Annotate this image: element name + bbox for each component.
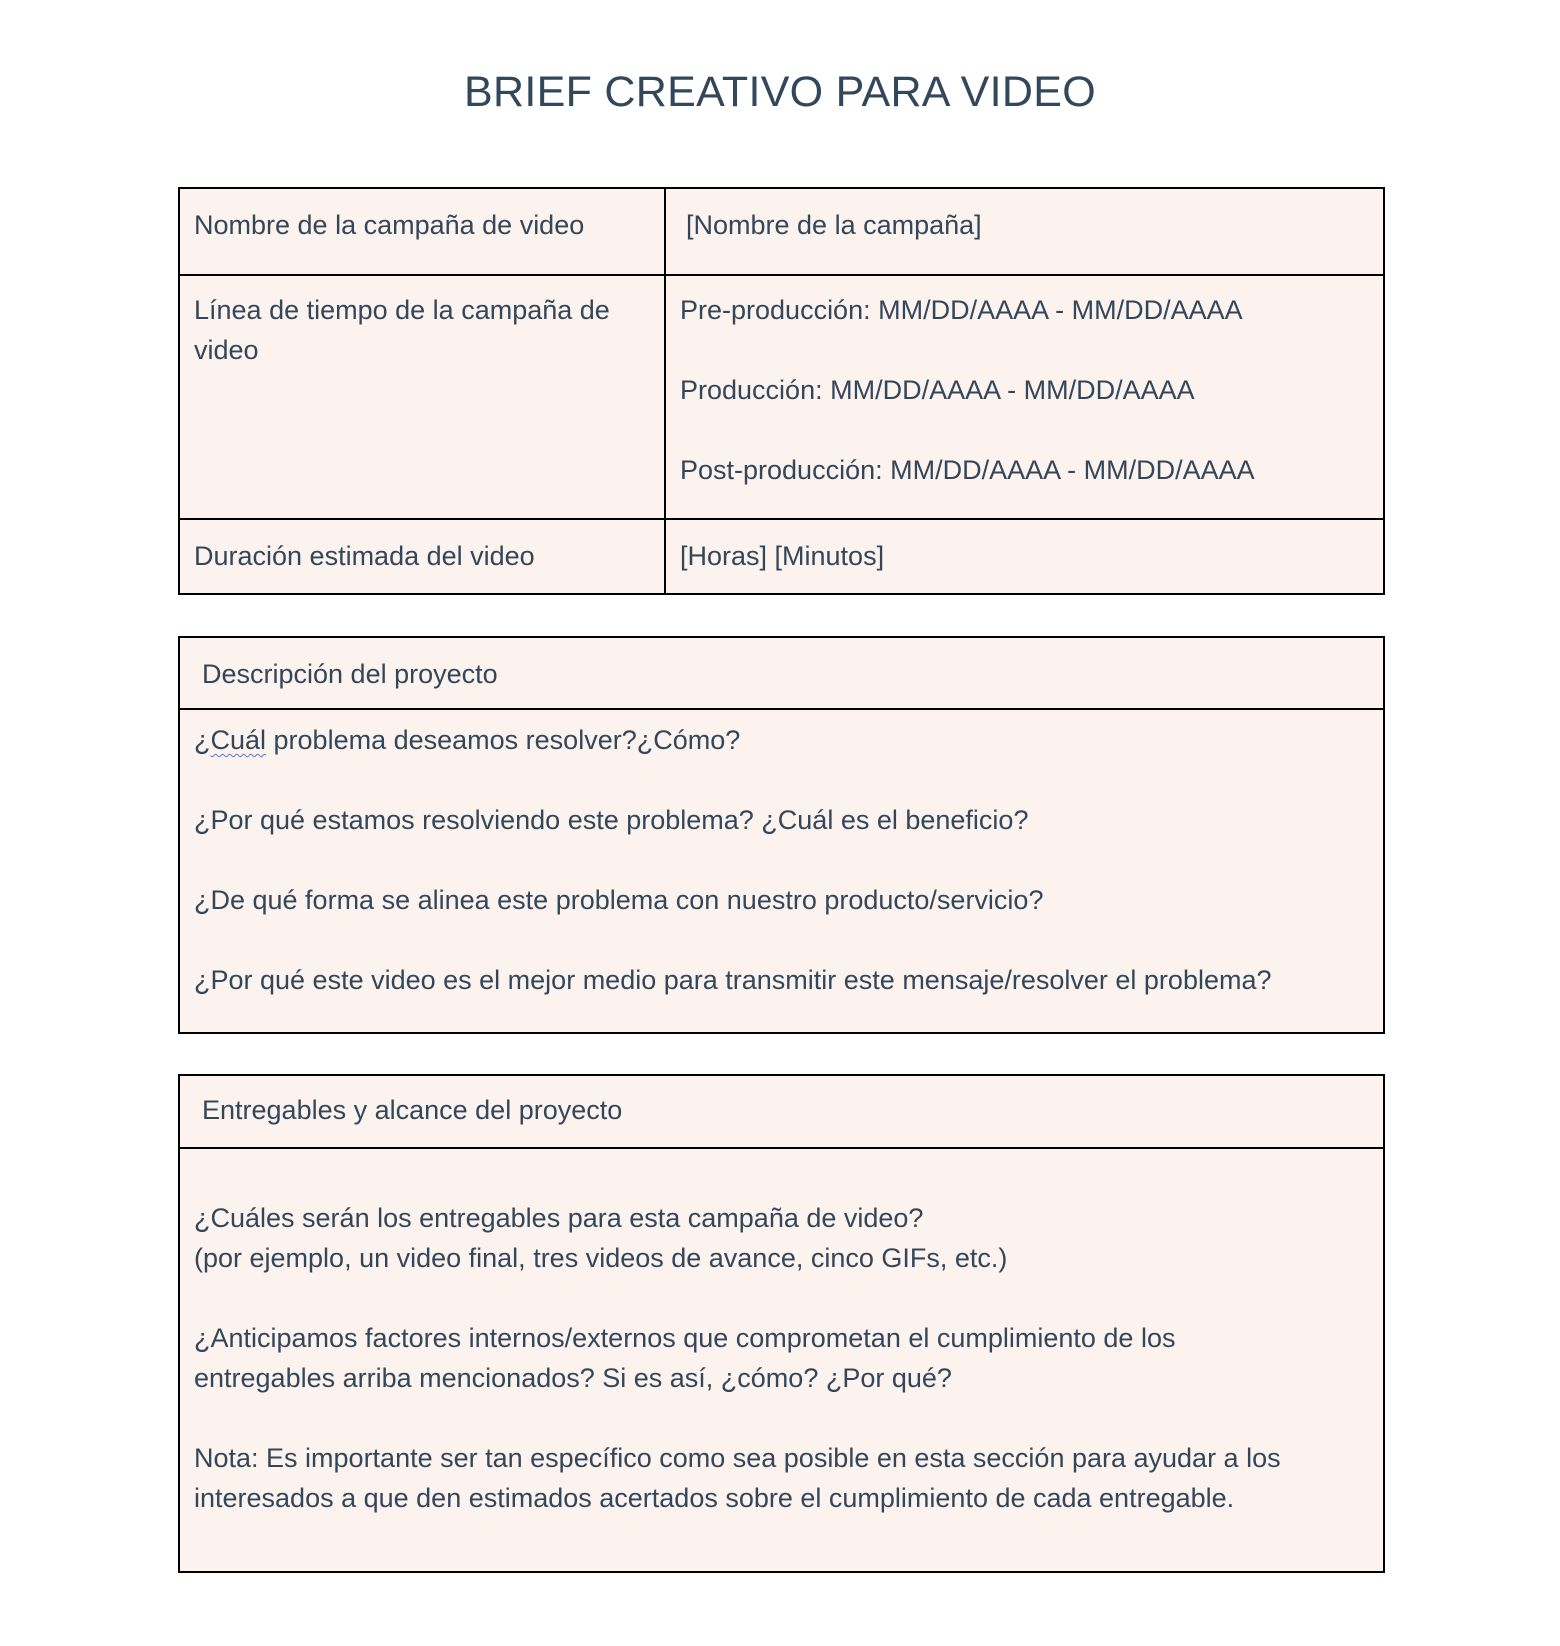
question-4: ¿Por qué este video es el mejor medio para transmitir este mensaje/resolver el problema? (194, 965, 1272, 995)
label-campaign-name: Nombre de la campaña de video (194, 210, 585, 240)
section-header (180, 1076, 1383, 1149)
paragraph-risk-factors: ¿Anticipamos factores internos/externos que comprometan el cumplimiento de los entregables arriba mencionados? Si es así, ¿cómo? ¿Por qué? (194, 1323, 1176, 1393)
paragraph-deliverables: ¿Cuáles serán los entregables para esta campaña de video? (por ejemplo, un video final, tres videos de avance, cinco GIFs, etc.) (194, 1203, 1008, 1273)
spellcheck-word[interactable]: Cuál (210, 725, 267, 755)
label-duration: Duración estimada del video (194, 541, 535, 571)
section-header (180, 638, 1383, 710)
timeline-production[interactable]: Producción: MM/DD/AAAA - MM/DD/AAAA (680, 375, 1195, 405)
campaign-info-table (178, 187, 1385, 595)
table-row-duration (180, 520, 1383, 593)
deliverables-section (178, 1074, 1385, 1573)
section-heading: Entregables y alcance del proyecto (202, 1095, 623, 1125)
section-heading: Descripción del proyecto (202, 659, 498, 689)
question-2: ¿Por qué estamos resolviendo este problema? ¿Cuál es el beneficio? (194, 805, 1029, 835)
section-body[interactable] (194, 1198, 1374, 1558)
value-timeline (680, 290, 1255, 530)
label-timeline: Línea de tiempo de la campaña de video (194, 295, 610, 365)
section-body[interactable] (194, 720, 1272, 1040)
timeline-postproduction[interactable]: Post-producción: MM/DD/AAAA - MM/DD/AAAA (680, 455, 1255, 485)
question-3: ¿De qué forma se alinea este problema con nuestro producto/servicio? (194, 885, 1044, 915)
table-row-campaign-name (180, 189, 1383, 276)
paragraph-note: Nota: Es importante ser tan específico como sea posible en esta sección para ayudar a los interesados a que den estimados acertados sobre el cumplimiento de cada entregable. (194, 1443, 1281, 1513)
value-campaign-name[interactable]: [Nombre de la campaña] (686, 210, 982, 240)
document-title: BRIEF CREATIVO PARA VIDEO (464, 68, 1096, 116)
timeline-preproduction[interactable]: Pre-producción: MM/DD/AAAA - MM/DD/AAAA (680, 295, 1243, 325)
value-duration[interactable]: [Horas] [Minutos] (680, 541, 885, 571)
table-row-timeline (180, 276, 1383, 520)
project-description-section (178, 636, 1385, 1034)
question-1: ¿Cuál problema deseamos resolver?¿Cómo? (194, 725, 741, 755)
